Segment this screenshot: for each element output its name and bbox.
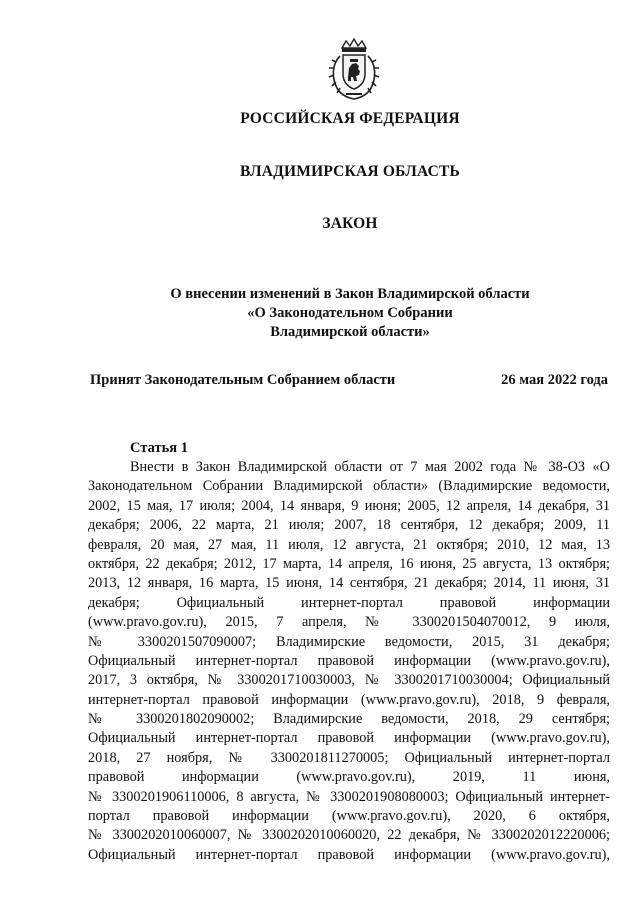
body-line: октября, 22 декабря; 2012, 17 марта, 14 апреля, 16 июня, 25 августа, 13 октября; <box>88 555 610 572</box>
law-title-line: «О Законодательном Собрании <box>247 305 453 321</box>
body-line: Официальный интернет-портал правовой информации (www.pravo.gov.ru), <box>88 730 610 747</box>
body-line: правовой информации (www.pravo.gov.ru), 2019, 11 июня, <box>88 769 610 786</box>
article-title: Статья 1 <box>130 440 188 456</box>
coat-of-arms-icon <box>328 38 380 100</box>
body-line: Официальный интернет-портал правовой информации (www.pravo.gov.ru), <box>88 652 610 669</box>
body-line: (www.pravo.gov.ru), 2015, 7 апреля, № 3300201504070012, 9 июля, <box>88 614 610 631</box>
article-body <box>88 458 610 865</box>
document-type-heading: ЗАКОН <box>322 215 378 232</box>
body-line: 2002, 15 мая, 17 июля; 2004, 14 января, 9 июня; 2005, 12 апреля, 14 декабря, 31 <box>88 497 610 514</box>
body-line: Официальный интернет-портал правовой информации (www.pravo.gov.ru), <box>88 846 610 863</box>
adoption-date: 26 мая 2022 года <box>501 372 608 388</box>
body-line: декабря; 2006, 22 марта, 21 июля; 2007, 18 сентября, 12 декабря; 2009, 11 <box>88 517 610 534</box>
adopted-by: Принят Законодательным Собранием области <box>90 372 396 388</box>
body-line: № 3300201802090002; Владимирские ведомости, 2018, 29 сентября; <box>88 711 610 728</box>
body-line: № 3300201507090007; Владимирские ведомости, 2015, 31 декабря; <box>88 633 610 650</box>
body-line: февраля, 20 мая, 27 мая, 11 июля, 12 августа, 21 октября; 2010, 12 мая, 13 <box>88 536 610 553</box>
law-title-line: О внесении изменений в Закон Владимирской области <box>170 286 530 302</box>
body-line: Внести в Закон Владимирской области от 7 мая 2002 года № 38-ОЗ «О <box>130 459 610 475</box>
body-line: декабря; Официальный интернет-портал правовой информации <box>88 594 610 611</box>
region-heading: ВЛАДИМИРСКАЯ ОБЛАСТЬ <box>240 163 460 180</box>
federation-heading: РОССИЙСКАЯ ФЕДЕРАЦИЯ <box>240 110 460 127</box>
body-line: 2017, 3 октября, № 3300201710030003, № 3300201710030004; Официальный <box>88 672 610 689</box>
body-line: Законодательном Собрании Владимирской области» (Владимирские ведомости, <box>88 478 610 495</box>
body-line: № 3300201906110006, 8 августа, № 3300201908080003; Официальный интернет- <box>88 788 610 805</box>
body-line: 2018, 27 ноября, № 3300201811270005; Официальный интернет-портал <box>88 749 610 766</box>
body-line: 2013, 12 января, 16 марта, 15 июня, 14 сентября, 21 декабря; 2014, 11 июня, 31 <box>88 575 610 592</box>
body-line: портал правовой информации (www.pravo.gov.ru), 2020, 6 октября, <box>88 808 610 825</box>
law-title <box>40 285 640 342</box>
body-line: № 3300202010060007, № 3300202010060020, 22 декабря, № 3300202012220006; <box>88 827 610 844</box>
body-line: интернет-портал правовой информации (www.pravo.gov.ru), 2018, 9 февраля, <box>88 691 610 708</box>
law-title-line: Владимирской области» <box>270 324 430 340</box>
